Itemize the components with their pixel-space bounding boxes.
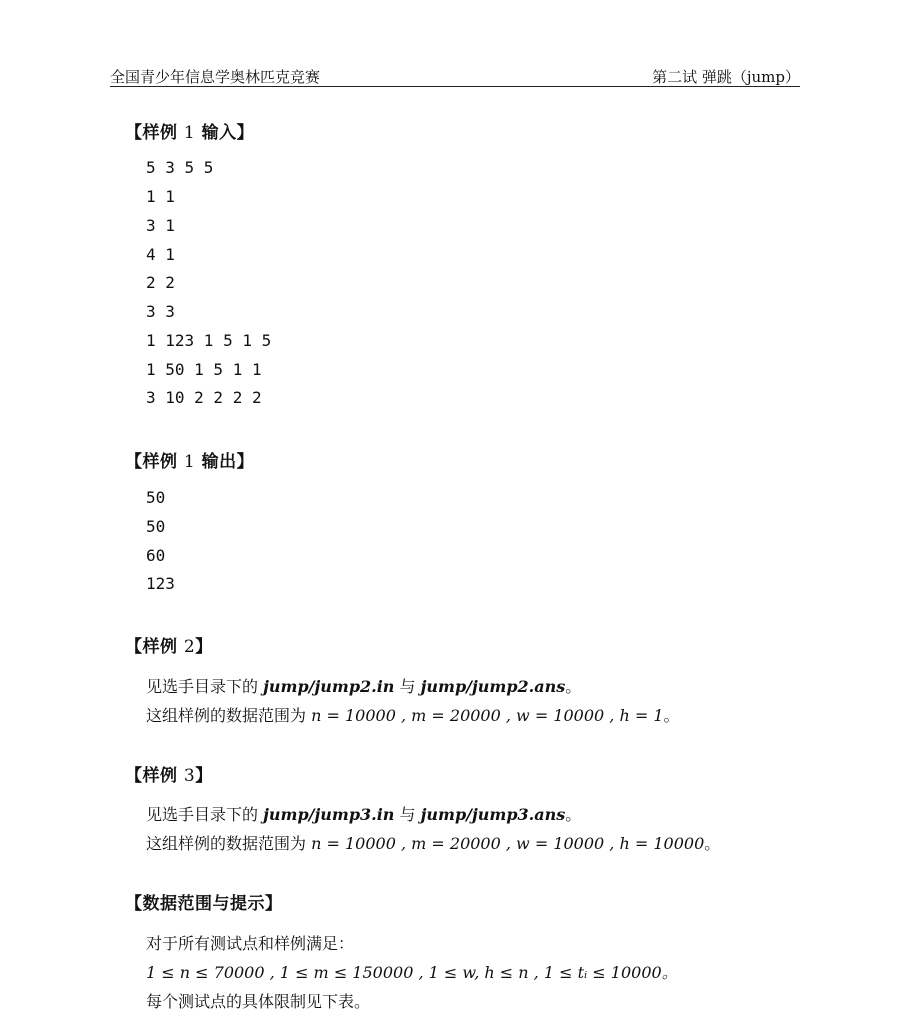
sample1-input-line: 1 123 1 5 1 5 bbox=[146, 331, 272, 350]
sample1-output-line: 50 bbox=[146, 488, 166, 507]
sample1-output-line: 50 bbox=[146, 517, 166, 536]
sample1-input-line: 3 10 2 2 2 2 bbox=[146, 388, 262, 407]
range-formula: n = 10000 , m = 20000 , w = 10000 , h = 10000 bbox=[311, 834, 705, 853]
heading-suffix: 】 bbox=[195, 766, 213, 786]
constraints-intro: 对于所有测试点和样例满足： bbox=[146, 934, 355, 953]
answer-filename: jump/jump2.ans bbox=[420, 677, 566, 696]
header-contest-title: 全国青少年信息学奥林匹克竞赛 bbox=[110, 68, 321, 86]
sample1-input-line: 1 50 1 5 1 1 bbox=[146, 360, 262, 379]
heading-prefix: 【样例 bbox=[125, 123, 184, 143]
answer-filename: jump/jump3.ans bbox=[420, 805, 566, 824]
sample1-input-line: 4 1 bbox=[146, 245, 175, 264]
sample1-input-line: 5 3 5 5 bbox=[146, 158, 214, 177]
constraints-heading: 【数据范围与提示】 bbox=[125, 894, 283, 914]
text: 。 bbox=[704, 834, 721, 853]
text: 这组样例的数据范围为 bbox=[146, 834, 312, 853]
text: 与 bbox=[394, 677, 421, 696]
sample1-input-line: 3 1 bbox=[146, 216, 175, 235]
heading-prefix: 【样例 bbox=[125, 766, 184, 786]
text: 见选手目录下的 bbox=[146, 677, 264, 696]
sample3-heading bbox=[125, 761, 213, 786]
text: 。 bbox=[565, 805, 582, 824]
sample1-input-line: 1 1 bbox=[146, 187, 175, 206]
heading-number: 3 bbox=[183, 766, 196, 786]
text: 。 bbox=[663, 706, 680, 725]
sample3-files-line bbox=[146, 802, 581, 825]
sample1-input-heading bbox=[125, 118, 254, 143]
sample2-heading bbox=[125, 632, 213, 657]
heading-suffix: 】 bbox=[195, 637, 213, 657]
input-filename: jump/jump2.in bbox=[263, 677, 395, 696]
sample3-range-line bbox=[146, 831, 720, 854]
text: 这组样例的数据范围为 bbox=[146, 706, 312, 725]
sample1-output-line: 60 bbox=[146, 546, 166, 565]
sample1-output-heading bbox=[125, 447, 254, 472]
text: 与 bbox=[394, 805, 421, 824]
header-problem-title: 第二试 弹跳（jump） bbox=[652, 68, 800, 86]
sample2-range-line bbox=[146, 703, 680, 726]
text: 见选手目录下的 bbox=[146, 805, 264, 824]
page-header bbox=[110, 64, 800, 87]
range-formula: n = 10000 , m = 20000 , w = 10000 , h = 1 bbox=[311, 706, 664, 725]
heading-prefix: 【样例 bbox=[125, 452, 184, 472]
text: 。 bbox=[565, 677, 582, 696]
heading-number: 1 bbox=[183, 452, 196, 472]
heading-number: 1 bbox=[183, 123, 196, 143]
input-filename: jump/jump3.in bbox=[263, 805, 395, 824]
sample2-files-line bbox=[146, 674, 581, 697]
constraints-formula: 1 ≤ n ≤ 70000 , 1 ≤ m ≤ 150000 , 1 ≤ w, h ≤ n , 1 ≤ tᵢ ≤ 10000。 bbox=[146, 963, 678, 982]
heading-number: 2 bbox=[183, 637, 196, 657]
sample1-input-line: 2 2 bbox=[146, 273, 175, 292]
constraints-note: 每个测试点的具体限制见下表。 bbox=[146, 992, 371, 1011]
heading-suffix: 输入】 bbox=[195, 123, 255, 143]
heading-suffix: 输出】 bbox=[195, 452, 255, 472]
sample1-output-line: 123 bbox=[146, 574, 175, 593]
heading-prefix: 【样例 bbox=[125, 637, 184, 657]
sample1-input-line: 3 3 bbox=[146, 302, 175, 321]
